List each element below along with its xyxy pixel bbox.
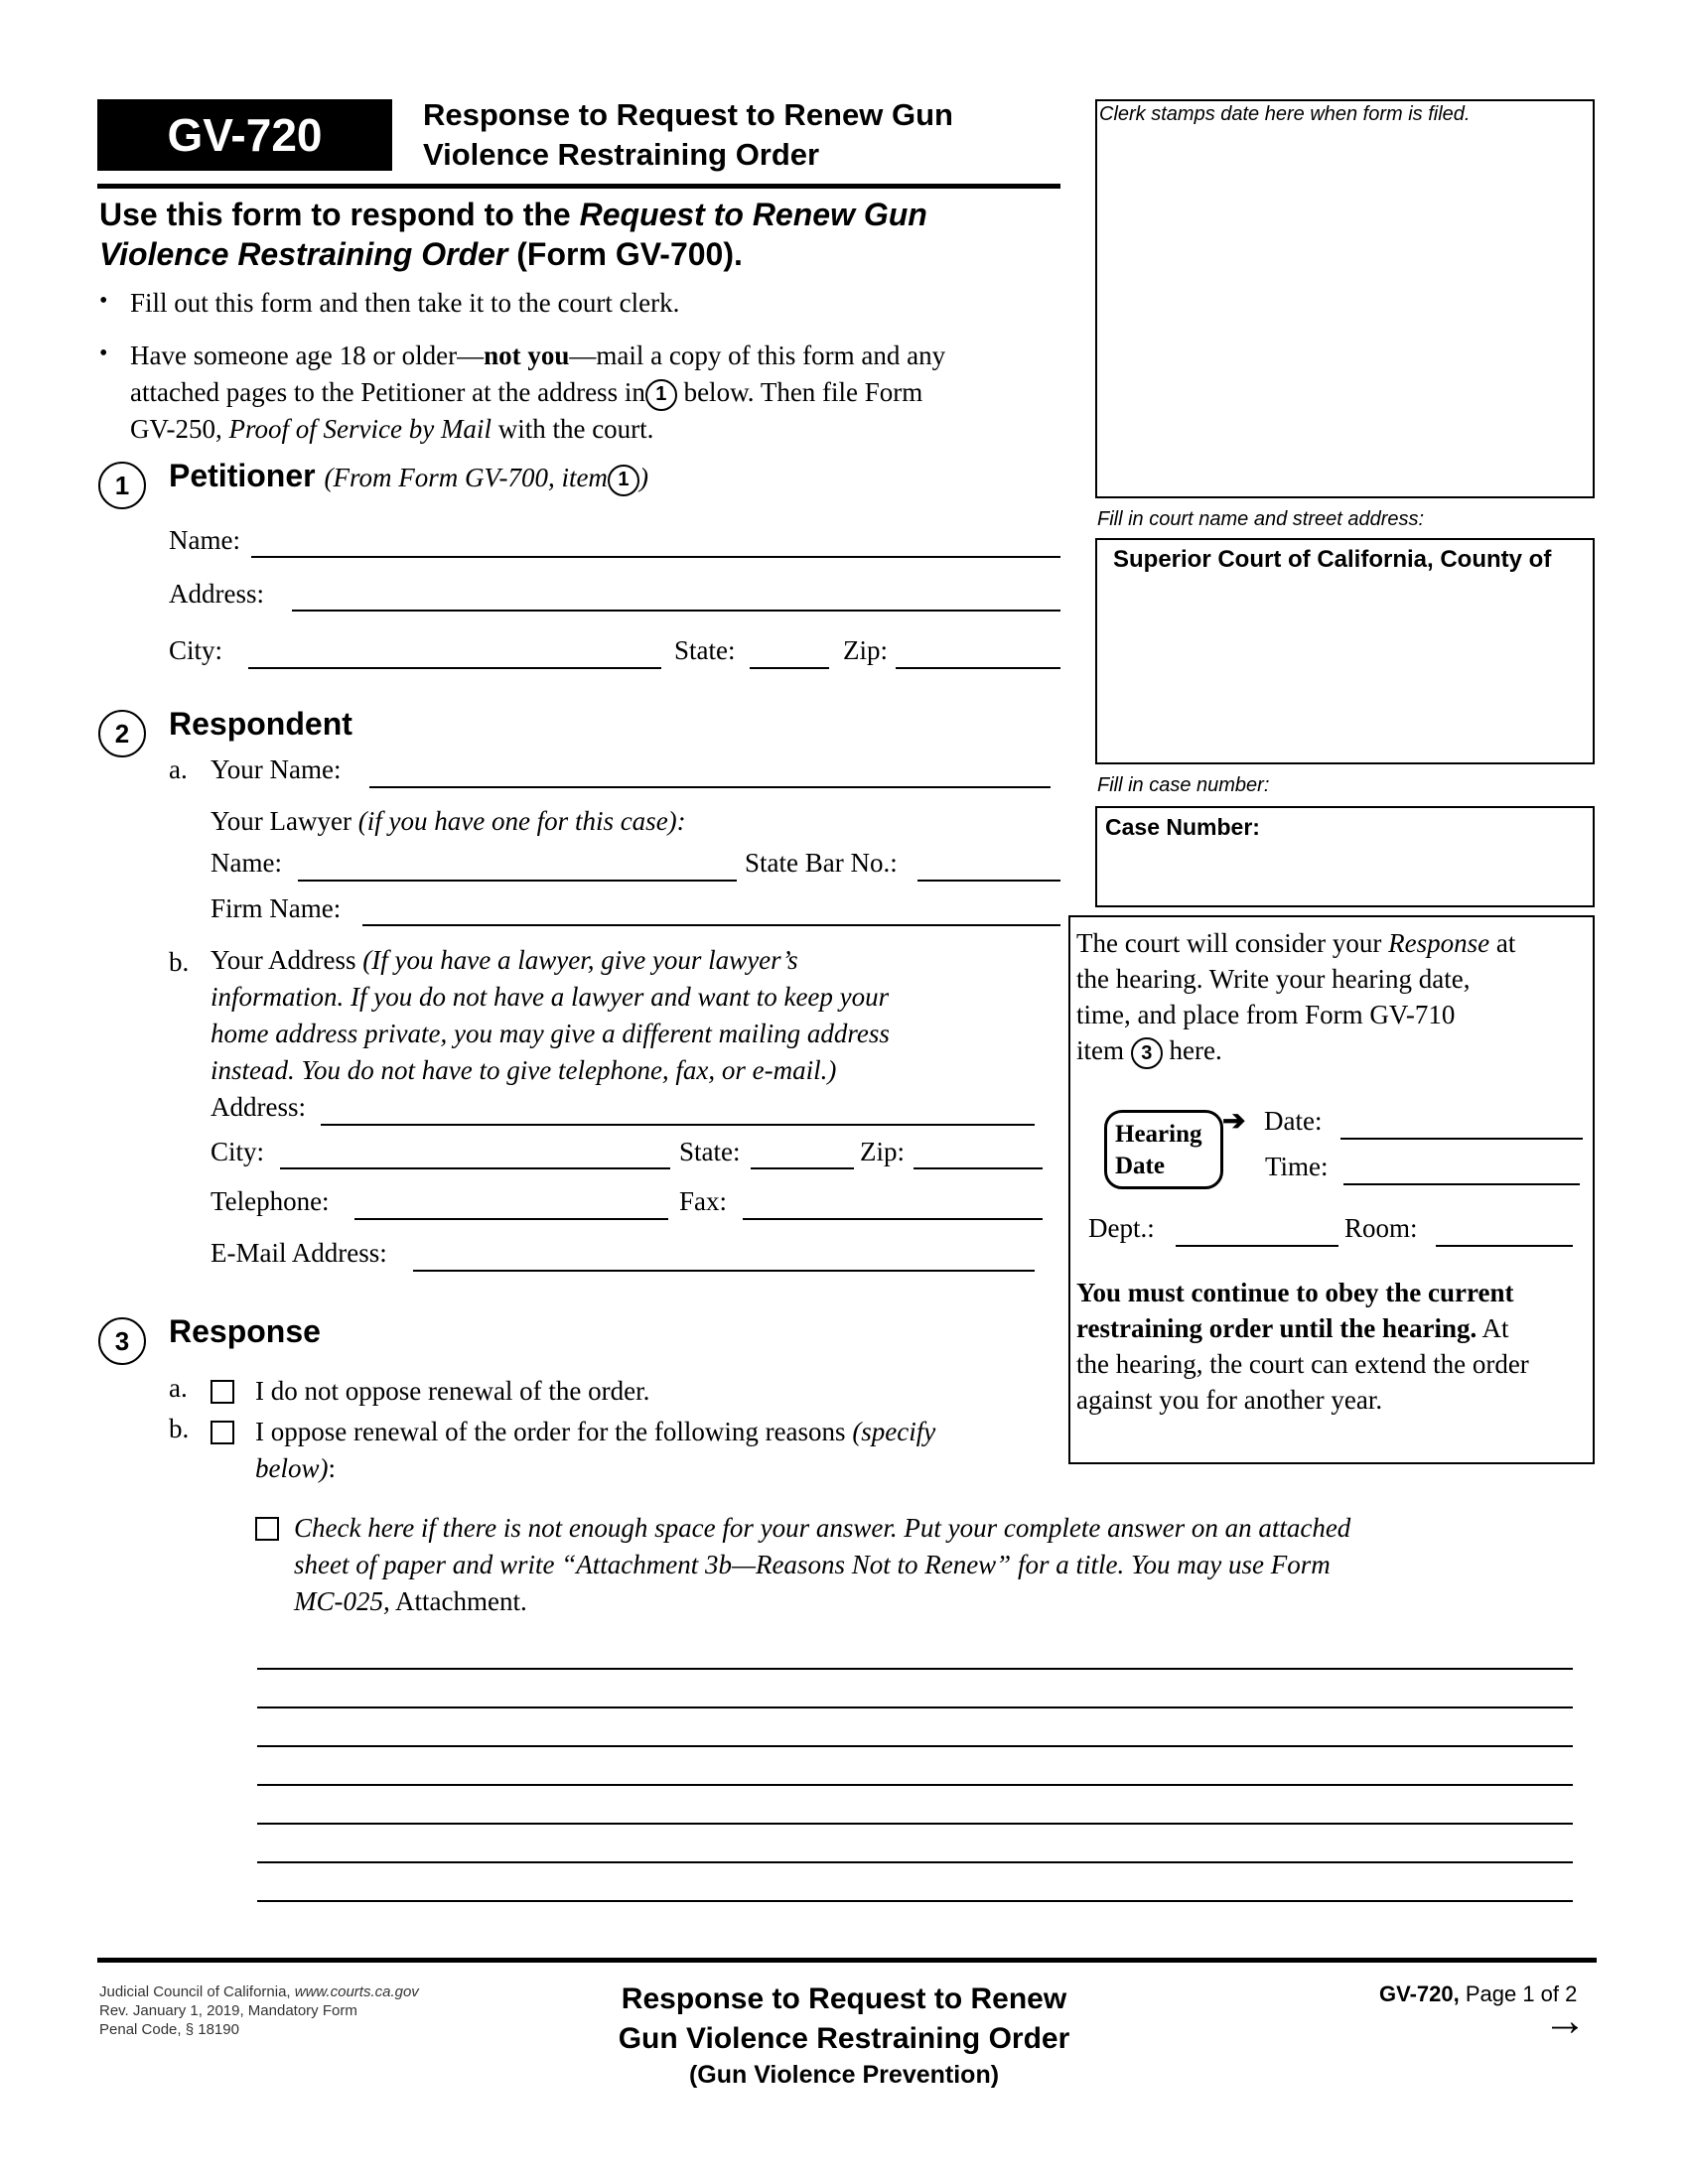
section-2a-marker: a. xyxy=(169,754,188,784)
hearing-dept-label: Dept.: xyxy=(1088,1213,1155,1243)
court-name-text: Superior Court of California, County of xyxy=(1113,546,1552,573)
oppose-text: I oppose renewal of the order for the following reasons (specify below): xyxy=(255,1417,936,1483)
section-3-number: 3 xyxy=(98,1317,146,1365)
your-name-label: Your Name: xyxy=(211,754,342,784)
footer-title: Response to Request to Renew Gun Violence Restraining Order (Gun Violence Prevention) xyxy=(618,1982,1070,2089)
hearing-instructions: The court will consider your Response at the hearing. Write your hearing date, time, and place from Form GV-710 item 3 here. xyxy=(1076,925,1515,1069)
section-2-number: 2 xyxy=(98,710,146,757)
court-name-label: Fill in court name and street address: xyxy=(1097,508,1425,530)
state-bar-field[interactable] xyxy=(917,880,1060,882)
form-id: GV-720 xyxy=(167,109,323,161)
bullet-dot: • xyxy=(99,341,108,366)
reason-line[interactable] xyxy=(257,1745,1573,1747)
petitioner-address-field[interactable] xyxy=(292,610,1060,612)
telephone-label: Telephone: xyxy=(211,1186,330,1216)
petitioner-address-label: Address: xyxy=(169,579,264,609)
respondent-address-label: Address: xyxy=(211,1092,306,1122)
court-name-box[interactable] xyxy=(1095,538,1595,764)
attachment-instructions: Check here if there is not enough space for your answer. Put your complete answer on an attached sheet of paper and write “Attachment 3b—Reasons Not to Renew” for a title. You may use Form MC-025, Attachment. xyxy=(294,1513,1351,1616)
section-1-number: 1 xyxy=(98,462,146,509)
respondent-city-field[interactable] xyxy=(280,1167,670,1169)
form-title-line2: Violence Restraining Order xyxy=(423,137,820,172)
header-rule xyxy=(97,184,1060,189)
respondent-address-field[interactable] xyxy=(321,1124,1035,1126)
case-number-label: Fill in case number: xyxy=(1097,774,1270,796)
petitioner-city-label: City: xyxy=(169,635,223,665)
hearing-room-field[interactable] xyxy=(1436,1245,1573,1247)
do-not-oppose-text: I do not oppose renewal of the order. xyxy=(255,1376,650,1406)
item-1-ref-icon: 1 xyxy=(645,379,677,411)
clerk-stamp-label: Clerk stamps date here when form is filed. xyxy=(1099,103,1471,125)
firm-name-label: Firm Name: xyxy=(211,893,342,923)
your-name-field[interactable] xyxy=(369,786,1051,788)
firm-name-field[interactable] xyxy=(362,924,1060,926)
hearing-date-field[interactable] xyxy=(1340,1138,1583,1140)
hearing-room-label: Room: xyxy=(1344,1213,1418,1243)
reason-line[interactable] xyxy=(257,1706,1573,1708)
respondent-city-label: City: xyxy=(211,1137,265,1166)
hearing-date-badge: Hearing Date xyxy=(1104,1110,1223,1189)
fax-label: Fax: xyxy=(679,1186,728,1216)
do-not-oppose-checkbox[interactable] xyxy=(211,1380,234,1404)
intro-heading: Use this form to respond to the Request to Renew Gun Violence Restraining Order (Form GV-700). xyxy=(99,197,927,272)
form-id-badge xyxy=(97,99,392,171)
form-title xyxy=(423,95,953,175)
section-2b-marker: b. xyxy=(169,947,190,977)
section-3-title: Response xyxy=(169,1313,321,1349)
form-title-line1: Response to Request to Renew Gun xyxy=(423,97,953,132)
petitioner-state-field[interactable] xyxy=(750,667,829,669)
petitioner-state-label: State: xyxy=(674,635,736,665)
email-field[interactable] xyxy=(413,1270,1035,1272)
respondent-state-label: State: xyxy=(679,1137,741,1166)
intro-bullet-1: Fill out this form and then take it to the court clerk. xyxy=(130,288,680,318)
footer-rule xyxy=(97,1958,1597,1963)
reason-line[interactable] xyxy=(257,1823,1573,1825)
reason-line[interactable] xyxy=(257,1861,1573,1863)
next-page-arrow-icon: → xyxy=(1543,1996,1587,2045)
hearing-time-label: Time: xyxy=(1265,1152,1329,1181)
case-number-box[interactable] xyxy=(1095,806,1595,907)
reason-line[interactable] xyxy=(257,1900,1573,1902)
petitioner-zip-label: Zip: xyxy=(843,635,888,665)
telephone-field[interactable] xyxy=(354,1218,668,1220)
lawyer-name-field[interactable] xyxy=(298,880,737,882)
state-bar-label: State Bar No.: xyxy=(745,848,898,878)
respondent-state-field[interactable] xyxy=(751,1167,854,1169)
reason-line[interactable] xyxy=(257,1668,1573,1670)
bullet-dot: • xyxy=(99,288,108,314)
oppose-checkbox[interactable] xyxy=(211,1421,234,1444)
section-1-title: Petitioner (From Form GV-700, item 1 ) xyxy=(169,458,648,496)
clerk-stamp-box[interactable] xyxy=(1095,99,1595,498)
lawyer-name-label: Name: xyxy=(211,848,282,878)
item-3-ref-icon: 3 xyxy=(1131,1037,1163,1069)
hearing-date-label: Date: xyxy=(1264,1106,1323,1136)
intro-bullet-2: Have someone age 18 or older—not you—mail a copy of this form and any attached pages to the Petitioner at the address in 1 below. Then file Form GV-250, Proof of Service by Mail with the court. xyxy=(130,341,946,444)
reason-line[interactable] xyxy=(257,1784,1573,1786)
response-b-marker: b. xyxy=(169,1414,190,1443)
attachment-checkbox[interactable] xyxy=(255,1517,279,1541)
fax-field[interactable] xyxy=(743,1218,1043,1220)
email-label: E-Mail Address: xyxy=(211,1238,387,1268)
your-lawyer-label: Your Lawyer (if you have one for this case): xyxy=(211,806,686,836)
your-address-instructions: Your Address (If you have a lawyer, give your lawyer’s information. If you do not have a lawyer and want to keep your home address private, you may give a different mailing address instead. You do not have to give telephone, fax, or e-mail.) xyxy=(211,945,890,1085)
petitioner-name-field[interactable] xyxy=(251,556,1060,558)
respondent-zip-label: Zip: xyxy=(860,1137,905,1166)
footer-left: Judicial Council of California, www.courts.ca.gov Rev. January 1, 2019, Mandatory Form Penal Code, § 18190 xyxy=(99,1983,419,2038)
petitioner-name-label: Name: xyxy=(169,525,240,555)
obey-order-warning: You must continue to obey the current restraining order until the hearing. At the hearing, the court can extend the order against you for another year. xyxy=(1076,1278,1529,1415)
hearing-info-box xyxy=(1068,915,1595,1464)
response-a-marker: a. xyxy=(169,1373,188,1403)
arrow-right-icon: ➔ xyxy=(1222,1106,1246,1137)
petitioner-zip-field[interactable] xyxy=(896,667,1060,669)
item-1-ref-icon: 1 xyxy=(608,465,639,496)
footer-page-info: GV-720, Page 1 of 2 xyxy=(1379,1981,1578,2006)
hearing-time-field[interactable] xyxy=(1343,1183,1580,1185)
petitioner-city-field[interactable] xyxy=(248,667,661,669)
case-number-text: Case Number: xyxy=(1105,814,1260,840)
hearing-dept-field[interactable] xyxy=(1176,1245,1338,1247)
respondent-zip-field[interactable] xyxy=(914,1167,1043,1169)
section-2-title: Respondent xyxy=(169,706,352,742)
